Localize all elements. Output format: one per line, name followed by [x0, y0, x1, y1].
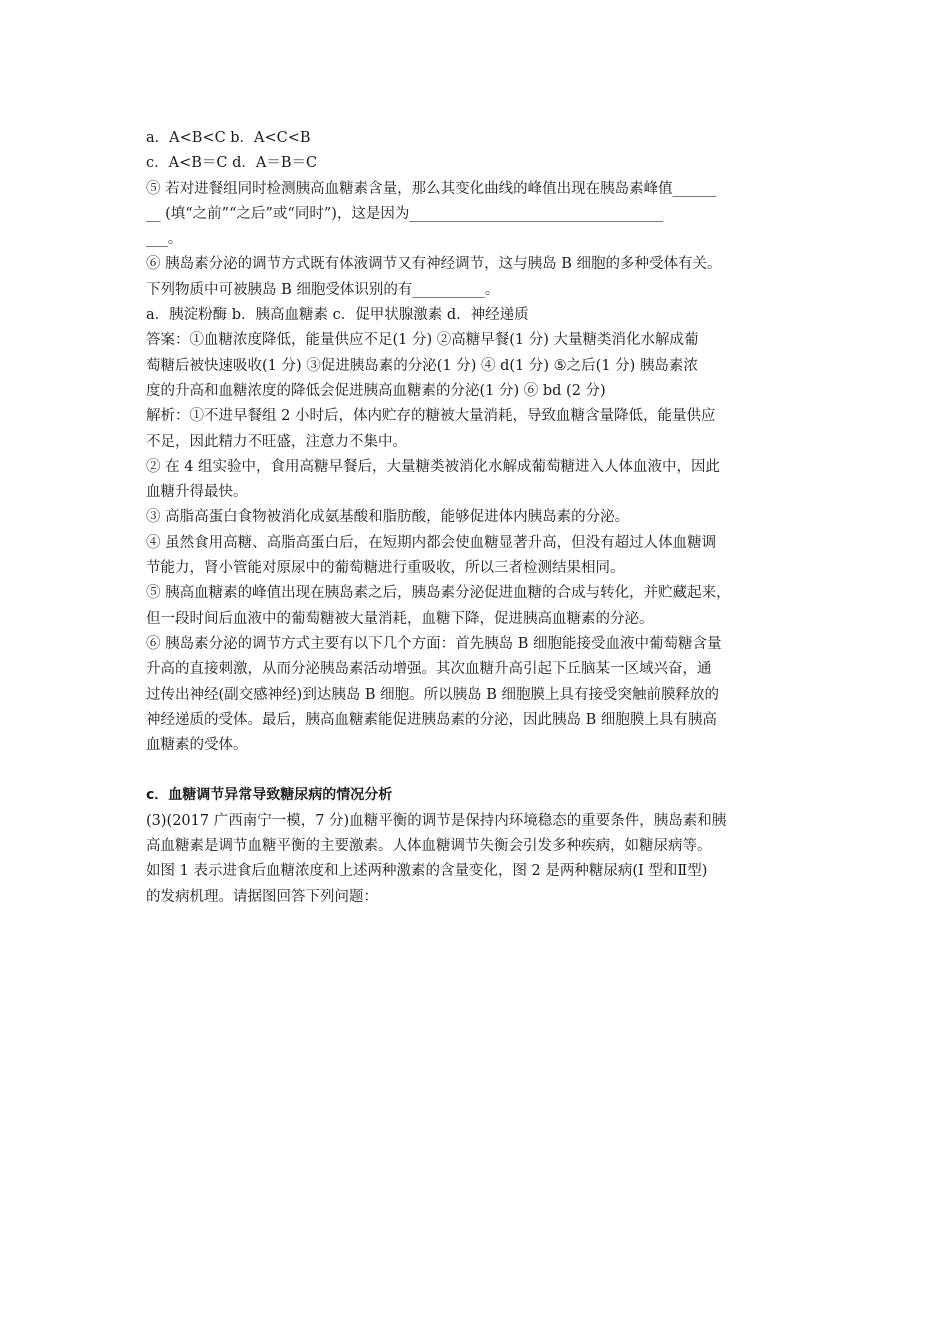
question-6-line-2: 下列物质中可被胰岛 B 细胞受体识别的有__________。 [146, 281, 500, 298]
question-3-line-2: 高血糖素是调节血糖平衡的主要激素。人体血糖调节失衡会引发多种疾病，如糖尿病等。 [146, 838, 712, 855]
analysis-line-9: 但一段时间后血液中的葡萄糖被大量消耗，血糖下降，促进胰高血糖素的分泌。 [146, 610, 654, 627]
answer-line-2: 萄糖后被快速吸收(1 分) ③促进胰岛素的分泌(1 分) ④ d(1 分) ⑤之后(1 分) 胰岛素浓 [146, 357, 698, 374]
answer-line-3: 度的升高和血糖浓度的降低会促进胰高血糖素的分泌(1 分) ⑥ bd (2 分) [146, 382, 606, 399]
analysis-line-3: ② 在 4 组实验中，食用高糖早餐后，大量糖类被消化水解成葡萄糖进入人体血液中，因此 [146, 458, 721, 475]
question-5-line-2: __ (填“之前”“之后”或“同时”)，这是因为___________________________________ [146, 205, 664, 222]
analysis-line-5: ③ 高脂高蛋白食物被消化成氨基酸和脂肪酸，能够促进体内胰岛素的分泌。 [146, 509, 630, 526]
question-5-line-3: ___。 [146, 231, 183, 248]
answer-line-1: 答案：①血糖浓度降低，能量供应不足(1 分) ②高糖早餐(1 分) 大量糖类消化水解成葡 [146, 332, 699, 349]
analysis-line-13: 神经递质的受体。最后，胰高血糖素能促进胰岛素的分泌，因此胰岛 B 细胞膜上具有胰高 [146, 711, 717, 728]
option-line-ab: a．A<B<C b．A<C<B [146, 130, 311, 146]
analysis-line-6: ④ 虽然食用高糖、高脂高蛋白后，在短期内都会使血糖显著升高，但没有超过人体血糖调 [146, 534, 717, 551]
question-6-line-1: ⑥ 胰岛素分泌的调节方式既有体液调节又有神经调节，这与胰岛 B 细胞的多种受体有关。 [146, 256, 722, 273]
question-5-line-1: ⑤ 若对进餐组同时检测胰高血糖素含量，那么其变化曲线的峰值出现在胰岛素峰值______ [146, 180, 717, 197]
analysis-line-12: 过传出神经(副交感神经)到达胰岛 B 细胞。所以胰岛 B 细胞膜上具有接受突触前膜释放的 [146, 686, 720, 703]
question-6-options: a．胰淀粉酶 b．胰高血糖素 c．促甲状腺激素 d．神经递质 [146, 307, 529, 324]
analysis-line-7: 节能力，肾小管能对原尿中的葡萄糖进行重吸收，所以三者检测结果相同。 [146, 560, 625, 577]
question-3-line-1: (3)(2017 广西南宁一模，7 分)血糖平衡的调节是保持内环境稳态的重要条件，胰岛素和胰 [146, 812, 727, 829]
document-page [146, 126, 816, 910]
question-3-line-4: 的发病机理。请据图回答下列问题： [146, 888, 378, 905]
analysis-line-11: 升高的直接刺激，从而分泌胰岛素活动增强。其次血糖升高引起下丘脑某一区域兴奋，通 [146, 661, 712, 678]
option-line-cd: c．A<B＝C d．A＝B＝C [146, 155, 318, 172]
analysis-line-14: 血糖素的受体。 [146, 737, 248, 754]
analysis-line-2: 不足，因此精力不旺盛，注意力不集中。 [146, 433, 407, 450]
section-heading: c．血糖调节异常导致糖尿病的情况分析 [146, 787, 393, 804]
analysis-line-8: ⑤ 胰高血糖素的峰值出现在胰岛素之后，胰岛素分泌促进血糖的合成与转化，并贮藏起来， [146, 585, 731, 602]
question-3-line-3: 如图 1 表示进食后血糖浓度和上述两种激素的含量变化，图 2 是两种糖尿病(Ⅰ 型和Ⅱ型) [146, 863, 708, 880]
analysis-line-4: 血糖升得最快。 [146, 484, 248, 501]
analysis-line-1: 解析：①不进早餐组 2 小时后，体内贮存的糖被大量消耗，导致血糖含量降低，能量供应 [146, 408, 716, 425]
analysis-line-10: ⑥ 胰岛素分泌的调节方式主要有以下几个方面：首先胰岛 B 细胞能接受血液中葡萄糖含量 [146, 635, 722, 652]
